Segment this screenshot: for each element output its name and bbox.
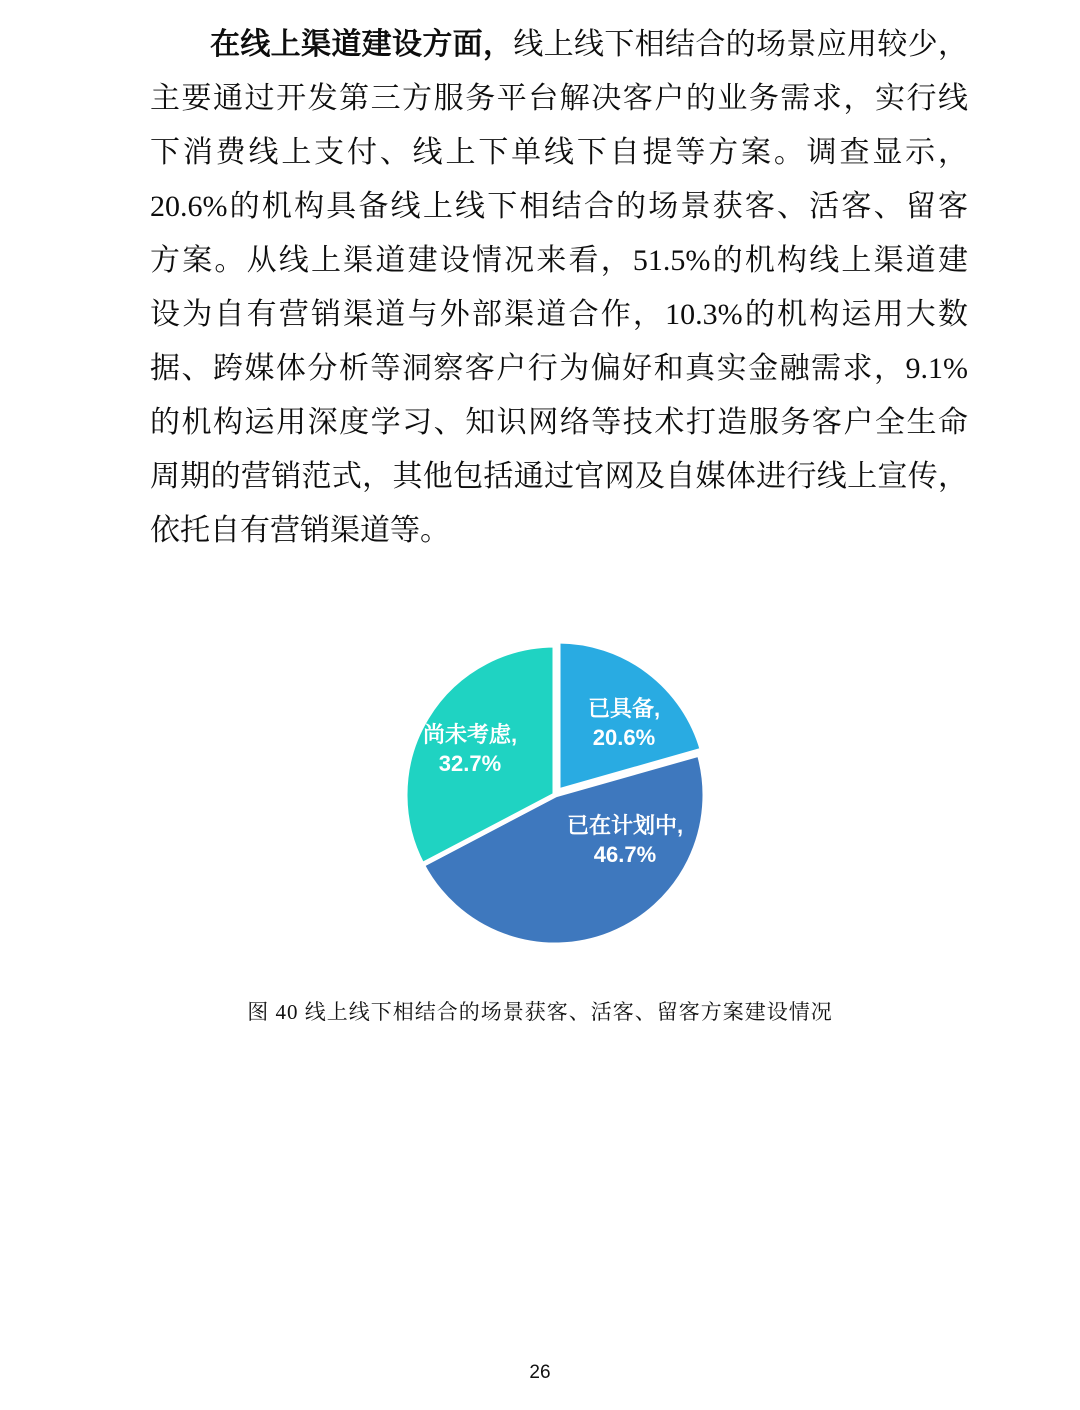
paragraph-lead-bold: 在线上渠道建设方面， (210, 28, 514, 61)
paragraph-text: 依托自有营销渠道等。 (150, 514, 450, 547)
pie-slice-label-已在计划中: 已在计划中, 46.7% (566, 813, 684, 867)
paragraph-text: 方案。从线上渠道建设情况来看，51.5%的机构线上渠道建 (150, 244, 968, 277)
paragraph-line (150, 396, 968, 450)
paragraph-line (150, 504, 968, 558)
paragraph-line (150, 126, 968, 180)
paragraph-text: 线上线下相结合的场景应用较少， (513, 28, 969, 61)
paragraph-line (150, 72, 968, 126)
body-paragraph (150, 18, 968, 558)
paragraph-line (150, 180, 968, 234)
pie-chart (385, 625, 725, 965)
pie-slice-label-已具备: 已具备, 20.6% (587, 696, 661, 750)
paragraph-line (150, 18, 968, 72)
paragraph-text: 设为自有营销渠道与外部渠道合作，10.3%的机构运用大数 (150, 298, 968, 331)
paragraph-text: 下消费线上支付、线上下单线下自提等方案。调查显示， (150, 136, 968, 169)
figure-caption: 图 40 线上线下相结合的场景获客、活客、留客方案建设情况 (247, 1000, 833, 1024)
paragraph-line (150, 288, 968, 342)
pie-slice-label-尚未考虑: 尚未考虑, 32.7% (422, 722, 518, 776)
paragraph-line (150, 234, 968, 288)
paragraph-text: 据、跨媒体分析等洞察客户行为偏好和真实金融需求，9.1% (150, 352, 968, 385)
paragraph-line (150, 450, 968, 504)
paragraph-text: 周期的营销范式，其他包括通过官网及自媒体进行线上宣传， (150, 460, 968, 493)
pie-chart-svg (385, 625, 725, 965)
paragraph-line (150, 342, 968, 396)
page-number: 26 (529, 1362, 551, 1383)
paragraph-text: 20.6%的机构具备线上线下相结合的场景获客、活客、留客 (150, 190, 968, 223)
paragraph-text: 主要通过开发第三方服务平台解决客户的业务需求，实行线 (150, 82, 968, 115)
paragraph-text: 的机构运用深度学习、知识网络等技术打造服务客户全生命 (150, 406, 968, 439)
